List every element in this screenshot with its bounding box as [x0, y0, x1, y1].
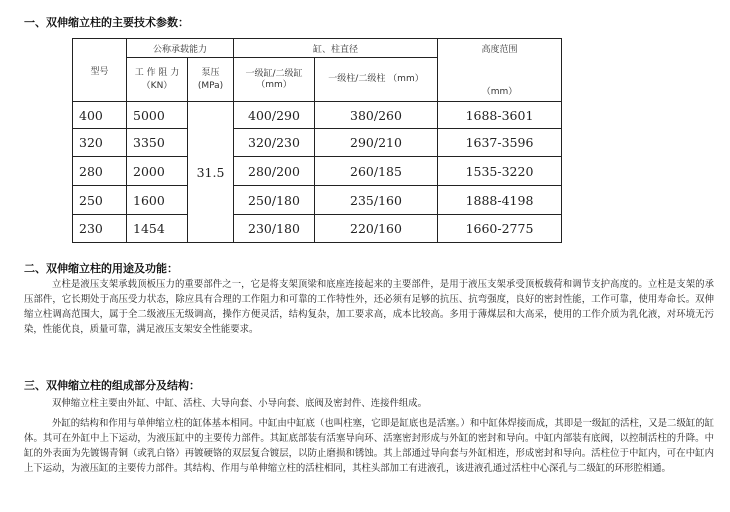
cell-column: 290/210 [315, 129, 438, 157]
section-3-paragraph-2: 外缸的结构和作用与单伸缩立柱的缸体基本相同。中缸由中缸底（也叫柱塞，它即是缸底也是活塞。）和中缸体焊接而成，其即是一级缸的活柱，又是二级缸的缸体。其可在外缸中上下运动，为液压缸中的主要传力部件。其缸底部装有活塞导向环、活塞密封形成与外缸的密封和导向。中缸内部装有底阀，以控制活柱的升降。中缸的外表面为先镀锡青铜（或乳白铬）再镀硬铬的双层复合镀层，以防止磨损和锈蚀。其上部通过导向套与外缸相连，形成密封和导向。活柱位于中缸内，可在中缸内上下运动，为液压缸的主要传力部件。其结构、作用与单伸缩立柱的活柱相同，其柱头部加工有进液孔，该进液孔通过活柱中心深孔与二级缸的环形腔相通。 [24, 418, 714, 474]
cell-cylinder: 250/180 [234, 186, 315, 215]
cell-height: 1888-4198 [438, 186, 562, 215]
section-3-heading: 三、双伸缩立柱的组成部分及结构： [24, 379, 200, 392]
cell-model: 400 [73, 102, 127, 129]
cell-column: 235/160 [315, 186, 438, 215]
cell-height: 1535-3220 [438, 157, 562, 186]
cell-height: 1660-2775 [438, 215, 562, 243]
cell-resistance: 5000 [127, 102, 188, 129]
cell-height: 1688-3601 [438, 102, 562, 129]
cell-model: 230 [73, 215, 127, 243]
section-3-paragraph-1: 双伸缩立柱主要由外缸、中缸、活柱、大导向套、小导向套、底阀及密封件、连接件组成。 [52, 398, 428, 409]
cell-cylinder: 320/230 [234, 129, 315, 157]
cell-cylinder: 400/290 [234, 102, 315, 129]
header-stage1-cylinder: 一级缸/二级缸 （mm） [234, 58, 315, 102]
header-pump-pressure: 泵压 (MPa) [188, 58, 234, 102]
cell-cylinder: 280/200 [234, 157, 315, 186]
cell-model: 280 [73, 157, 127, 186]
cell-column: 260/185 [315, 157, 438, 186]
section-1-heading: 一、双伸缩立柱的主要技术参数： [24, 16, 189, 29]
parameters-table [72, 38, 562, 243]
cell-pump-pressure: 31.5 [188, 102, 234, 243]
cell-cylinder: 230/180 [234, 215, 315, 243]
cell-resistance: 1454 [127, 215, 188, 243]
cell-column: 220/160 [315, 215, 438, 243]
cell-model: 320 [73, 129, 127, 157]
header-model: 型号 [73, 39, 127, 102]
cell-height: 1637-3596 [438, 129, 562, 157]
cell-column: 380/260 [315, 102, 438, 129]
section-2-heading: 二、双伸缩立柱的用途及功能： [24, 262, 178, 275]
header-diameter: 缸、柱直径 [234, 39, 438, 58]
cell-resistance: 1600 [127, 186, 188, 215]
header-height-unit: （mm） [438, 58, 562, 102]
header-nominal-capacity: 公称承载能力 [127, 39, 234, 58]
header-work-resistance: 工 作 阻 力 （KN） [127, 58, 188, 102]
cell-resistance: 2000 [127, 157, 188, 186]
section-2-paragraph: 立柱是液压支架承载顶板压力的重要部件之一，它是将支架顶梁和底座连接起来的主要部件，是用于液压支架承受顶板载荷和调节支护高度的。立柱是支架的承压部件，它长期处于高压受力状态，除应具有合理的工作阻力和可靠的工作特性外，还必须有足够的抗压、抗弯强度，良好的密封性能，工作可靠，使用寿命长。双伸缩立柱调高范围大，属于全二级液压无级调高，操作方便灵活，结构复杂，加工要求高，成本比较高。多用于薄煤层和大高采，使用的工作介质为乳化液，对环境无污染，性能优良，质量可靠，满足液压支架安全性能要求。 [24, 279, 714, 335]
cell-resistance: 3350 [127, 129, 188, 157]
header-height-range: 高度范围 [438, 39, 562, 58]
header-stage2-column: 一级柱/二级柱 （mm） [315, 58, 438, 102]
cell-model: 250 [73, 186, 127, 215]
